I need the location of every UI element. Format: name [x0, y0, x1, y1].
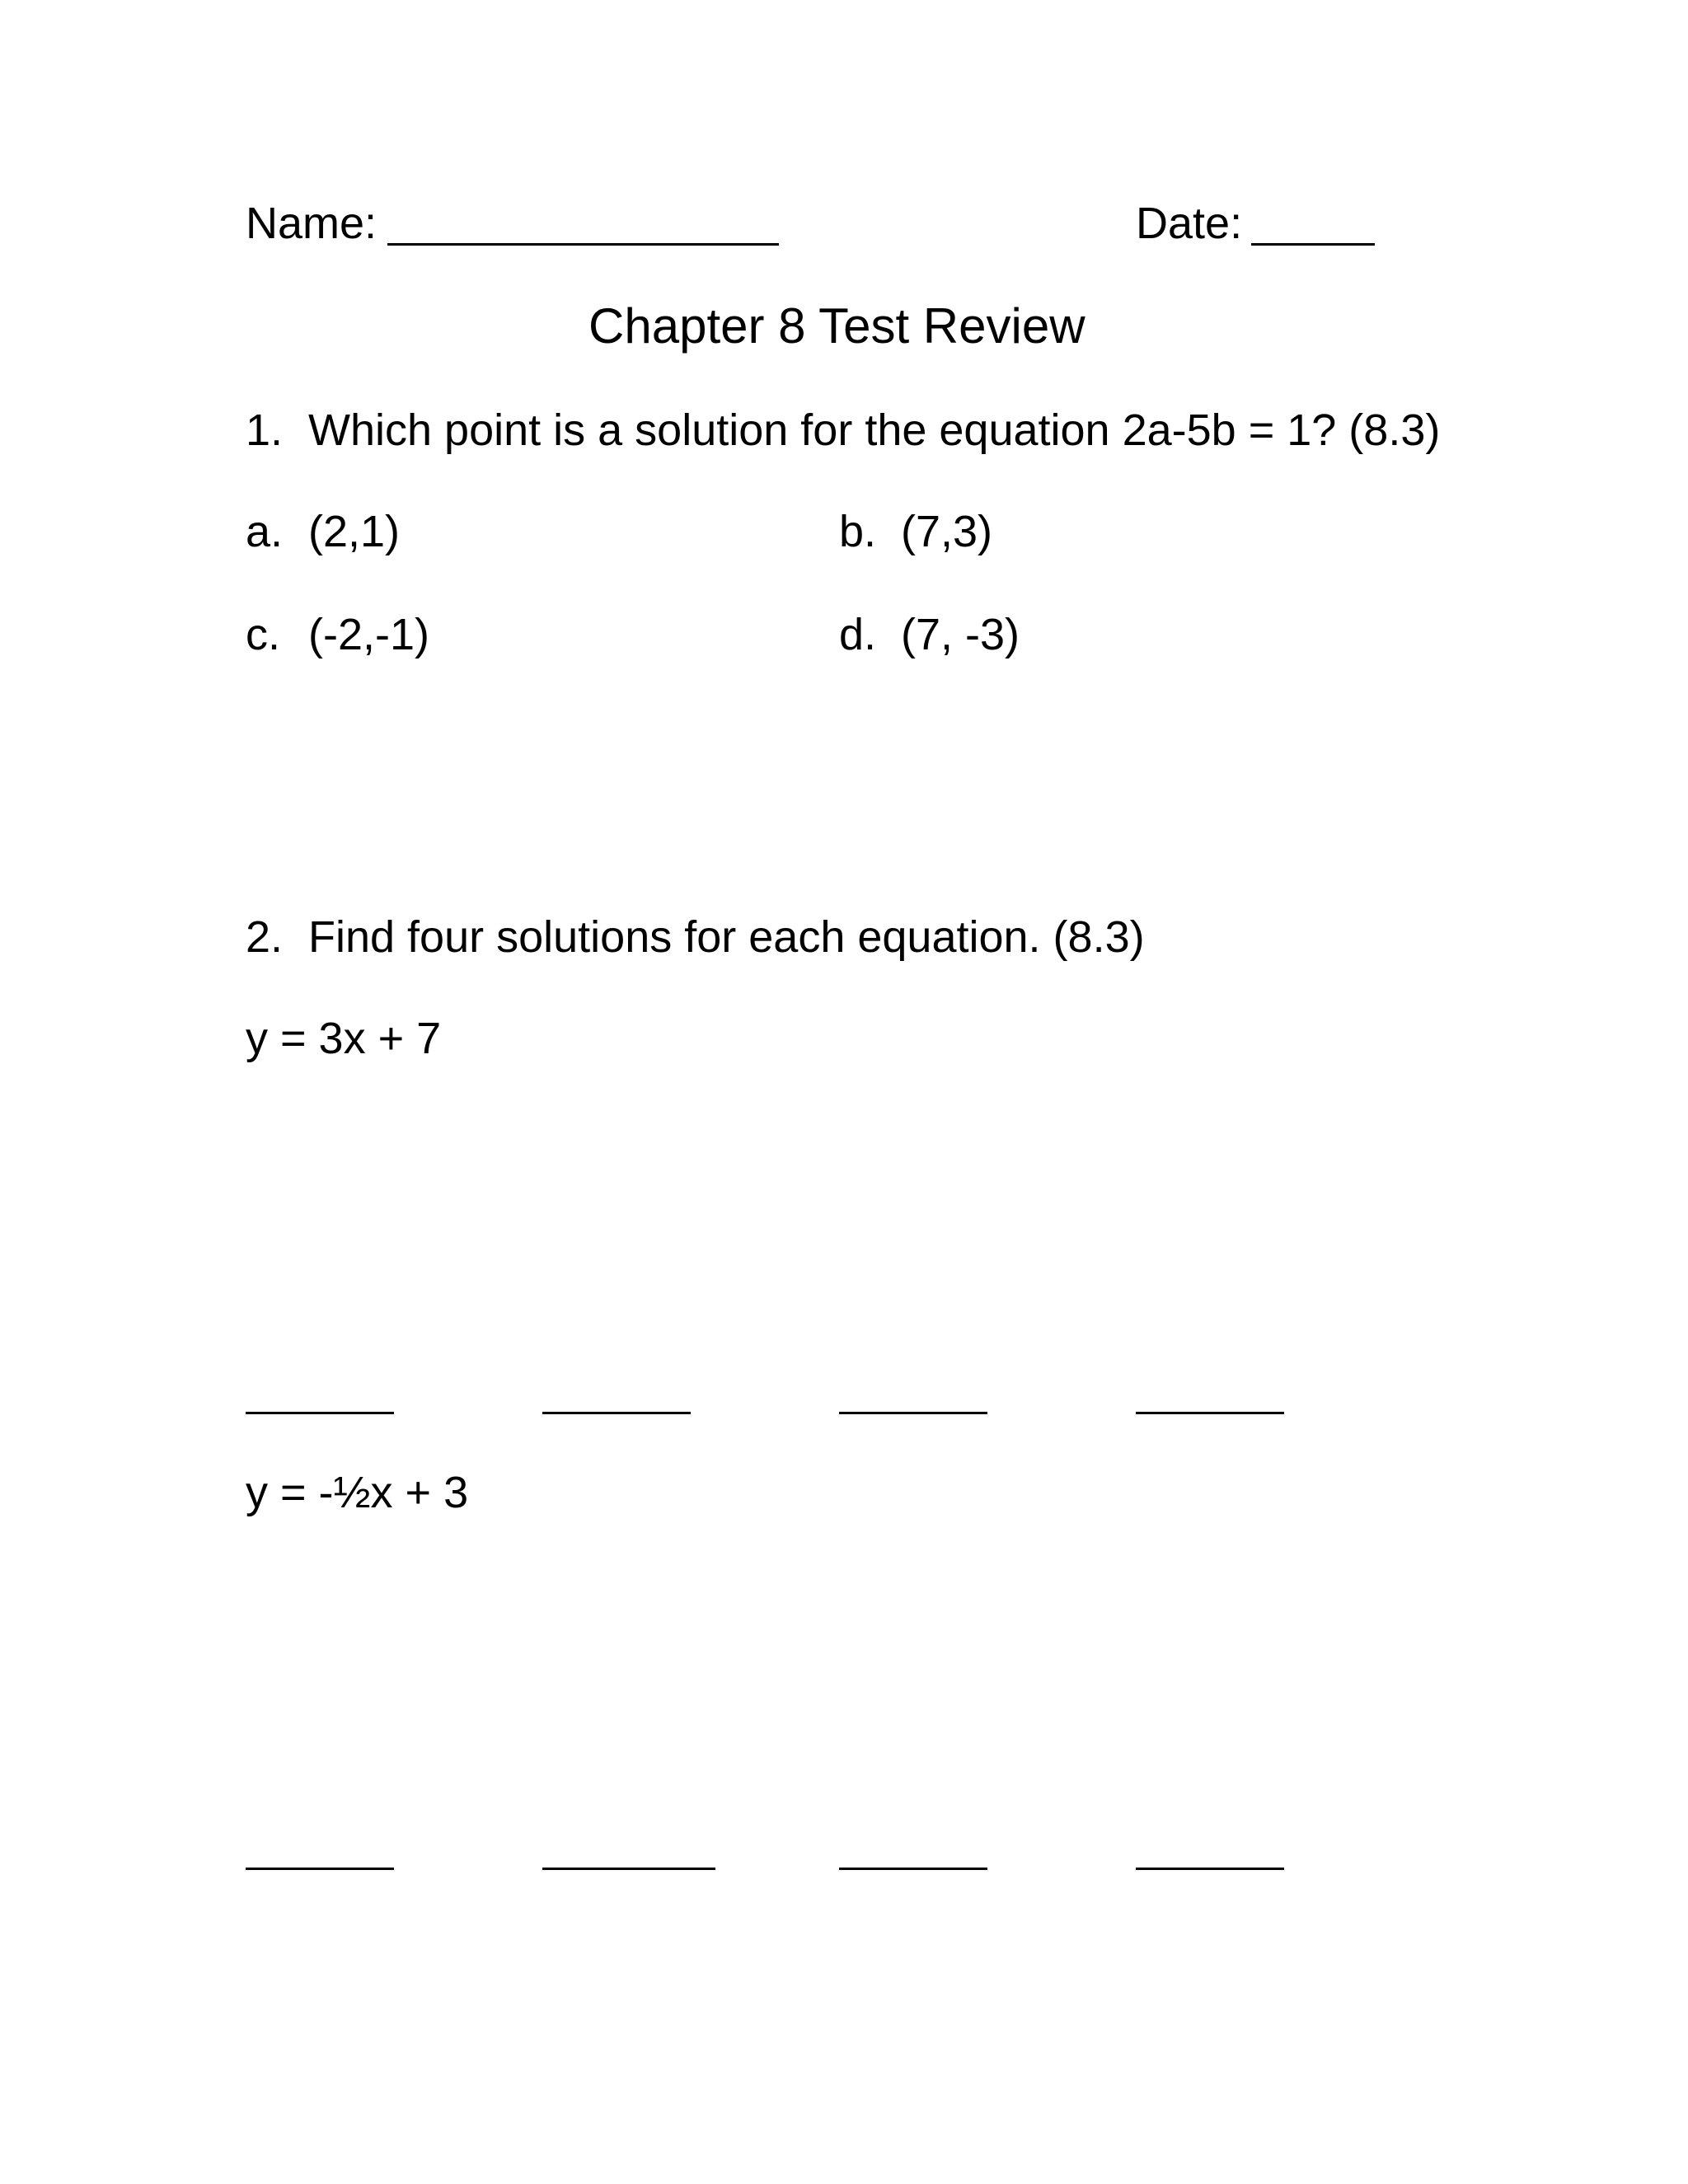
- answer-blank[interactable]: [1136, 1412, 1284, 1414]
- option-c-value: (-2,-1): [308, 610, 429, 659]
- option-c-letter: c.: [246, 610, 281, 659]
- equation-1: y = 3x + 7: [246, 1014, 442, 1063]
- answer-blank[interactable]: [839, 1868, 987, 1870]
- answer-blank[interactable]: [542, 1868, 715, 1870]
- option-a-letter: a.: [246, 507, 284, 556]
- answer-blank[interactable]: [839, 1412, 987, 1414]
- option-a-value: (2,1): [308, 507, 401, 556]
- question-2-number: 2.: [246, 912, 284, 962]
- name-label: Name:: [246, 199, 377, 248]
- option-d-value: (7, -3): [901, 610, 1020, 659]
- question-1-text: Which point is a solution for the equation 2a-5b = 1? (8.3): [308, 405, 1441, 455]
- date-label: Date:: [1136, 199, 1243, 248]
- page-title: Chapter 8 Test Review: [588, 298, 1085, 354]
- question-2-text: Find four solutions for each equation. (8.3): [308, 912, 1145, 962]
- answer-blank[interactable]: [542, 1412, 691, 1414]
- equation-2: y = -½x + 3: [246, 1468, 469, 1517]
- question-1-number: 1.: [246, 405, 284, 455]
- option-d-letter: d.: [839, 610, 877, 659]
- name-blank[interactable]: [387, 243, 779, 246]
- option-b-letter: b.: [839, 507, 877, 556]
- answer-blank[interactable]: [246, 1412, 394, 1414]
- date-blank[interactable]: [1251, 243, 1375, 246]
- option-b-value: (7,3): [901, 507, 993, 556]
- answer-blank[interactable]: [246, 1868, 394, 1870]
- answer-blank[interactable]: [1136, 1868, 1284, 1870]
